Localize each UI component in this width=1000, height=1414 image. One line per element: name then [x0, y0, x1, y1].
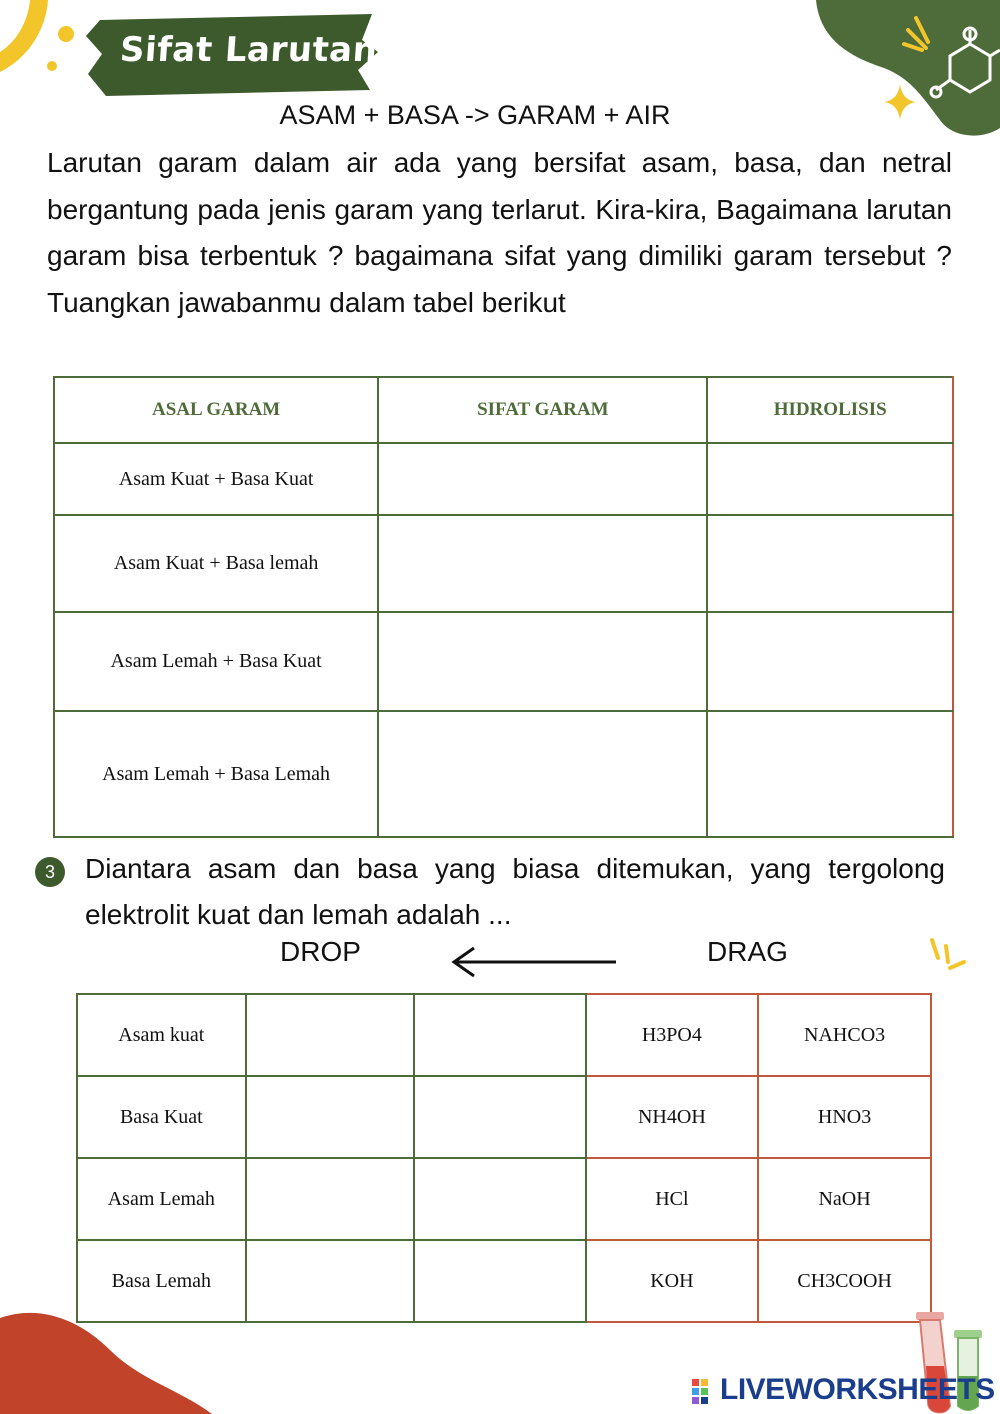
hydrolysis-answer-cell[interactable] [707, 515, 953, 612]
sparkle-decoration [926, 936, 970, 976]
drop-zone[interactable] [414, 1240, 585, 1322]
category-cell: Asam kuat [77, 994, 246, 1076]
draggable-compound[interactable]: NaOH [758, 1158, 931, 1240]
yellow-moon-decoration [0, 0, 90, 90]
category-cell: Asam Lemah [77, 1158, 246, 1240]
drop-zone[interactable] [246, 1240, 414, 1322]
salt-nature-answer-cell[interactable] [378, 515, 707, 612]
salt-origin-cell: Asam Kuat + Basa Kuat [54, 443, 378, 515]
header-sifat-garam: SIFAT GARAM [378, 377, 707, 443]
draggable-compound[interactable]: HNO3 [758, 1076, 931, 1158]
table-row [77, 994, 931, 1076]
category-cell: Basa Lemah [77, 1240, 246, 1322]
drop-zone[interactable] [246, 994, 414, 1076]
table-row [54, 443, 953, 515]
draggable-compound[interactable]: NAHCO3 [758, 994, 931, 1076]
draggable-compound[interactable]: NH4OH [586, 1076, 759, 1158]
salt-nature-answer-cell[interactable] [378, 612, 707, 711]
table-header-row [54, 377, 953, 443]
hydrolysis-answer-cell[interactable] [707, 612, 953, 711]
table-row [54, 515, 953, 612]
salt-properties-table [53, 376, 954, 838]
salt-origin-cell: Asam Kuat + Basa lemah [54, 515, 378, 612]
header-hidrolisis: HIDROLISIS [707, 377, 953, 443]
category-cell: Basa Kuat [77, 1076, 246, 1158]
draggable-compound[interactable]: CH3COOH [758, 1240, 931, 1322]
drop-zone[interactable] [414, 1158, 585, 1240]
drop-zone[interactable] [414, 994, 585, 1076]
salt-origin-cell: Asam Lemah + Basa Kuat [54, 612, 378, 711]
liveworksheets-logo-icon [692, 1379, 718, 1405]
hydrolysis-answer-cell[interactable] [707, 443, 953, 515]
salt-nature-answer-cell[interactable] [378, 443, 707, 515]
reaction-equation: ASAM + BASA -> GARAM + AIR [279, 100, 671, 130]
drop-zone[interactable] [246, 1158, 414, 1240]
instruction-paragraph: Larutan garam dalam air ada yang bersifat asam, basa, dan netral bergantung pada jenis garam yang terlarut. Kira-kira, Bagaimana larutan garam bisa terbentuk ? bagaimana sifat yang dimiliki garam tersebut ? Tuangkan jawabanmu dalam tabel berikut [47, 147, 952, 318]
table-row [54, 612, 953, 711]
table-row [54, 711, 953, 837]
table-row [77, 1076, 931, 1158]
question-text: Diantara asam dan basa yang biasa ditemukan, yang tergolong elektrolit kuat dan lemah adalah ... [85, 853, 945, 930]
question-number-badge: 3 [35, 857, 65, 887]
drag-drop-table [76, 993, 932, 1323]
page-title: Sifat Larutan [118, 30, 379, 70]
salt-origin-cell: Asam Lemah + Basa Lemah [54, 711, 378, 837]
hydrolysis-answer-cell[interactable] [707, 711, 953, 837]
red-blob-decoration [0, 1310, 215, 1414]
drop-zone[interactable] [414, 1076, 585, 1158]
salt-nature-answer-cell[interactable] [378, 711, 707, 837]
liveworksheets-logo: LIVEWORKSHEETS [720, 1373, 995, 1406]
draggable-compound[interactable]: KOH [586, 1240, 759, 1322]
left-arrow-icon [448, 945, 620, 979]
drag-label: DRAG [707, 936, 788, 967]
drop-label: DROP [280, 936, 361, 967]
header-asal-garam: ASAL GARAM [54, 377, 378, 443]
draggable-compound[interactable]: HCl [586, 1158, 759, 1240]
table-row [77, 1158, 931, 1240]
draggable-compound[interactable]: H3PO4 [586, 994, 759, 1076]
drop-zone[interactable] [246, 1076, 414, 1158]
